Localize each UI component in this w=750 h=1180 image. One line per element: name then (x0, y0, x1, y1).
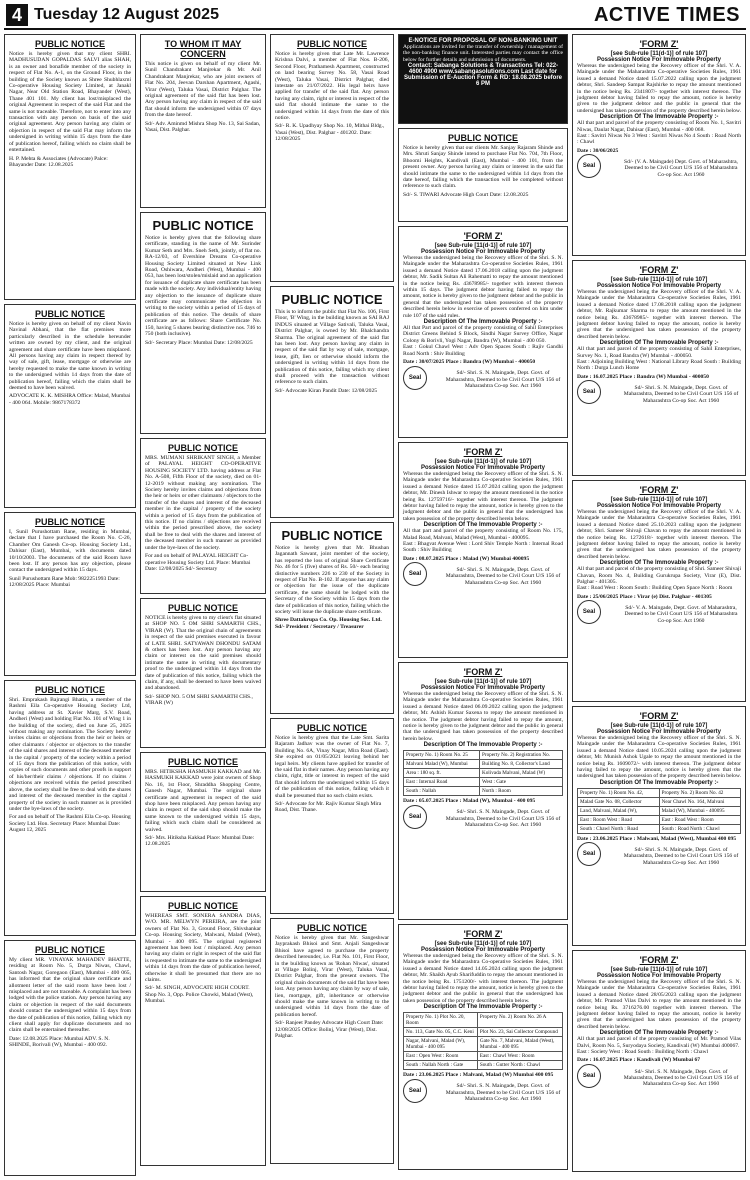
table-cell: South : Nallah North : Gate (404, 1061, 478, 1070)
officer-signature: Sd/- Shri. S. N. Maingade, Dept. Govt. of Maharashtra, Deemed to be Civil Court U/S 156 of Maharashtra Co-op Soc. Act 1960 (623, 1068, 739, 1088)
form-subtitle: Possession Notice For Immovable Property (420, 685, 546, 691)
table-row (404, 760, 563, 769)
seal-stamp: Seal (403, 562, 427, 586)
form-body: Whereas the undersigned being the Recovery officer of the Shri. S. N. Maingade under the Maharashtra Co-operative Societies Rules, 1961 issued a demand Notice dated 28/05/2023 calling upon the judgment debtor, Mr. Pramod Vilas Dalvi to repay the amount mentioned in the notice being Rs. 3716276.00 together with interest thereon. The judgment debtor having failed to repay the amount, notice is hereby given that the undersigned has taken possession of the property described herein below. (577, 979, 741, 1030)
table-cell: Nagar, Malvani, Malad (W), Mumbai - 400 095 (404, 1037, 478, 1052)
form-title: 'FORM Z' (639, 485, 679, 495)
officer-signature: Sd/- Shri. S. N. Maingade, Dept. Govt. of Maharashtra, Deemed to be Civil Court U/S 156 of Maharashtra Co-op Soc. Act 1960 (445, 370, 561, 390)
table-cell: East : Internal Road (404, 778, 480, 787)
notice-box (270, 522, 394, 714)
form-subrule: [see Sub-rule [11(d-1)] of rule 107] (434, 679, 532, 685)
newspaper-title: ACTIVE TIMES (593, 4, 740, 26)
form-date-place: Date : 16.07.2025 Place : Bandra (W) Mumbai - 400050 (577, 373, 709, 380)
column-1 (4, 34, 136, 1180)
ad-heading: E-NOTICE FOR PROPOSAL OF NON-BANKING UNIT (408, 38, 558, 44)
table-cell: Kolivada Malvani, Malad (W) (479, 769, 562, 778)
notice-body: I, Sunil Purushottam Rane, residing in Mumbai, declare that I have purchased the Room No. C-26, Chamber Om Ganesh Co-op. Housing Society Ltd., Dahisar (East), Mumbai, with documents dated 10/10/2003. The documents of the said Room have been lost. If any person has any objection, please contact the undersigned within 15 days. (9, 529, 131, 574)
notice-signature: ADVOCATE K. K. MISHRA Office: Malad, Mumbai - 400 064. Mobile: 9867178372 (9, 393, 131, 406)
description-title: Description Of The Immovable Property :- (423, 1004, 543, 1011)
form-date-place: Date : 05.07.2025 Place : Malad (W), Mumbai - 400 095 (403, 798, 536, 805)
form-subtitle: Possession Notice For Immovable Property (596, 973, 722, 979)
description-title: Description Of The Immovable Property :- (423, 522, 543, 529)
notice-signature: Sd/- Ranjeet Pandey Advocate High Court Date: 12/08/2025 Office: Bolinj, Virar (West), Dist. Palghar. (275, 1020, 384, 1040)
notice-signature: Date: 12.08.2025 Place: Mumbai ADV. S. N. SHINDE, Borivali (W), Mumbai - 400 092. (9, 1035, 110, 1049)
notice-title: PUBLIC NOTICE (34, 685, 105, 695)
table-cell: Building No. 8, Collector's Land (479, 760, 562, 769)
notice-box (140, 34, 266, 208)
notice-box (4, 512, 136, 676)
notice-title: PUBLIC NOTICE (281, 292, 383, 307)
seal-stamp: Seal (577, 1064, 601, 1088)
officer-signature: Sd/- Shri. S. N. Maingade, Dept. Govt. of Maharashtra, Deemed to be Civil Court U/S 156 of Maharashtra Co-op Soc. Act 1960 (623, 385, 739, 404)
notice-title: PUBLIC NOTICE (447, 133, 518, 143)
notice-signature: Sd/- Advocate Kiran Pandit Date: 12/08/2025 (275, 387, 378, 394)
form-subrule: [see Sub-rule [11(d-1)] of rule 107] (434, 459, 532, 465)
table-row (578, 806, 741, 815)
table-cell: Land, Malvani, Malad (W), (578, 806, 660, 815)
form-title: 'FORM Z' (463, 231, 503, 241)
notice-title: PUBLIC NOTICE (296, 923, 367, 933)
notice-body: Notice is hereby given that Mr. Sangeshwar Jayprakash Bhisoi and Smt. Anjali Sangeshwar Bhisoi have agreed to purchase the property described hereunder, i.e. Flat No. 101, First Floor, in the building known as 'Rohan Niwas', situated at Village Bolinj, Virar (West), Taluka Vasai, District Palghar, from the present owners. The original chain documents of the said flat have been lost. Any person having any claim by way of sale, lien, mortgage, gift, inheritance or otherwise should make the same known in writing to the undersigned within 14 days from the date of publication hereof. (275, 935, 390, 1018)
notice-signature: Sd/- Mrs. Hitiksha Kakkad Place: Mumbai Date: 12.08.2025 (145, 835, 255, 848)
table-cell: West : Gate (479, 778, 562, 787)
form-body: Whereas the undersigned being the Recovery officer of the Shri. V. A. Maingade under the Maharashtra Co-operative Societies Rules, 1961 issued a demand Notice dated 15.07.2022 calling upon the judgment debtor, Shri. Sandeep Sampat Rajshirke to repay the amount mentioned in the notice being Rs. 2341807/- together with interest thereon. The judgment debtor having failed to repay the amount, notice is hereby given to the judgment debtor and the public in general that the undersigned has taken possession of the property described herein below. (577, 63, 741, 114)
table-cell: Property No. 2) Registration No. (479, 751, 562, 760)
notice-title: PUBLIC NOTICE (152, 218, 254, 233)
notice-box (270, 286, 394, 518)
table-cell: South : Nallah (404, 787, 480, 796)
notice-body: Notice is hereby given that our clients Mr. Sanjay Rajaram Shinde and Mrs. Shruti Sanjay Shinde intend to purchase Flat No. 704, 7th Floor, Bhoomi Heights, Kandivali (East), Mumbai - 400 101, from the present owner. Any person having any claim or interest in the said flat should intimate the same to the undersigned within 14 days from the date hereof, failing which the transaction will be completed without reference to such claim. (403, 145, 563, 190)
table-row (404, 1037, 563, 1052)
officer-signature: Sd/- Shri. S. N. Maingade, Dept. Govt. of Maharashtra, Deemed to be Civil Court U/S 156 of Maharashtra Co-op Soc. Act 1960 (445, 809, 561, 829)
notice-body: WHEREAS SMT. SONERA SANDRA DIAS, W/O. MR. MELWYN PEREIRA, are the joint owners of Flat No. 3, Ground Floor, Shivshankar Co-op. Housing Society, Malwani, Malad (West), Mumbai - 400 095. The original registered agreement has been lost / misplaced. Any person having any claim or right in respect of the said flat is requested to intimate the same to the undersigned within 14 days from the date of publication hereof, otherwise it shall be presumed that there are no claims. (145, 913, 261, 984)
table-cell: Property No. 2) Room No. 42 (659, 788, 740, 797)
table-cell: South : Road North : Chawl (659, 824, 740, 833)
form-subrule: [see Sub-rule [11(d-1)] of rule 107] (610, 51, 708, 57)
description-title: Description Of The Immovable Property :- (599, 340, 719, 347)
form-body: Whereas the undersigned being the Recovery officer of the Shri. S. N. Maingade under the Maharashtra Co-operative Societies Rules, 1961 issued a demand Notice dated 06.09.2022 calling upon the judgment debtor, Mr. Ashish Kumar Saxena to repay the amount mentioned in the notice. The judgment debtor having failed to repay the amount, notice is hereby given to the judgment debtor and the public in general that the undersigned has taken possession of the property described herein below. (403, 691, 563, 742)
table-cell: Gate No. 7, Malvani, Malad (West), Mumbai - 400 095 (477, 1037, 562, 1052)
notice-body: Shri. Emprakash Bajrangi Bhatia, a member of the Rashmi Eila Co-operative Housing Society Ltd, having address at St. Xavier Marg, S.V. Road, Andheri (West) and holding Flat No. 101 of Wing 1 in the building of the society, died on June 25, 2025 without making any nomination. The Society hereby invites claims or objections from the heir or heirs or other claimants / objector or objectors to the transfer of the said shares and interest of the deceased member in the capital / property of the society within a period of 15 days from the publication of this notice, with copies of such documents and other proofs in support of his/her/their claims / objections. If no claims / objections are received within the period prescribed above, the society shall be free to deal with the shares and interest of the deceased member in the capital / property of the society in such manner as is provided under the bye-laws of the society. (9, 697, 131, 812)
table-row (404, 1028, 563, 1037)
notice-body: This is to inform the public that Flat No. 106, First Floor, 'B' Wing, in the building known as SAI RAJ INDUS situated at Village Sativali, Taluka Vasai, District Palghar, is owned by Mr. Bhalchandra Sharma. The original agreement of the said flat has been lost. Any person having any claim in respect of the said flat by way of sale, mortgage, lease, gift, lien or otherwise should inform the undersigned in writing within 14 days from the publication of this notice, failing which my client shall proceed with the transaction without reference to such claim. (275, 309, 389, 386)
description-title: Description Of The Immovable Property :- (599, 114, 719, 121)
issue-date: Tuesday 12 August 2025 (34, 6, 219, 23)
notice-body: Notice is hereby given that my client SHRI. MADHUSUDAN GOPALDAS SALVI alias SHAH, is an owner and bonafide member of the society in respect of Flat No. A-1, on the Ground Floor, in the building of the Society known as Shree Shubhlaxmi Co-operative Housing Society Limited, at Janakl Nagar, Near Old Station Road, Bhayander (West), Thane 401 101. My client has lost/misplaced the original Agreement in respect of the said Flat and the same is not traceable. Therefore, not to enter into any transaction with any person on basis of the said original agreement. Any person having any claim or objection in respect of the said Flat may inform the undersigned in writing within 15 days from the date of publication hereof, failing which no claim shall be entertained. (9, 51, 131, 154)
seal-stamp: Seal (577, 842, 601, 866)
form-subtitle: Possession Notice For Immovable Property (596, 57, 722, 63)
property-table (577, 788, 741, 834)
form-body: Whereas the undersigned being the Recovery officer of the Shri. S. N. Maingade under the Maharashtra Co-operative Societies Rules, 1961 issued a demand Notice dated 17.06.2018 calling upon the judgment debtor, Mr. Sadik Sultan Ali Rahematti to repay the amount mentioned in the notice being Rs. 43678985/- together with interest thereon within 15 days. The judgment debtor having failed to repay the amount, notice is hereby given to the judgment debtor and the public in general that the undersigned has taken possession of the property described herein below in exercise of powers conferred on him under rule 107 of the said rules. (403, 255, 563, 319)
form-z-notice (398, 662, 568, 920)
officer-signature: Sd/- Shri. S. N. Maingade, Dept. Govt. of Maharashtra, Deemed to be Civil Court U/S 156 of Maharashtra Co-op Soc. Act 1960 (445, 1083, 561, 1103)
table-row (404, 769, 563, 778)
notice-signature: Shree Dattakrupa Co. Op. Housing Soc. Ltd. Sd/- President / Secretary / Treasurer (275, 617, 382, 630)
notice-body: Notice is hereby given on behalf of my client Navin Navinal Abhani, that the flat premises more particularly described in the schedule hereunder written are owned by my client, and the original agreement and share certificate have been misplaced. All persons having any claim in respect thereof by way of sale, gift, lease, mortgage or otherwise are hereby requested to make the same known in writing to the undersigned within 14 days from the date of publication hereof, failing which the claim shall be deemed to have been waived. (9, 321, 131, 392)
form-body: Whereas the undersigned being the Recovery officer of the Shri. V. A. Maingade under the Maharashtra Co-operative Societies Rules, 1961 issued a demand Notice dated 25.10.2023 calling upon the judgment debtor, Shri. Sameer Shivaji Chavan to repay the amount mentioned in the notice being Rs. 1272618/- together with interest thereon. The judgment debtor having failed to repay the amount, notice is hereby given that the undersigned has taken possession of the property described herein below. (577, 509, 741, 560)
officer-signature: Sd/- Shri. S. N. Maingade, Dept. Govt. of Maharashtra, Deemed to be Civil Court U/S 156 of Maharashtra Co-op Soc. Act 1960 (445, 567, 561, 586)
notice-box (140, 212, 266, 434)
page-header (4, 2, 746, 30)
seal-stamp: Seal (577, 600, 601, 624)
notice-box (270, 918, 394, 1164)
column-4 (398, 34, 568, 1174)
form-date-place: Date : 25/06/2025 Place : Virar (e) Dist. Palghar - 401305 (577, 593, 712, 600)
form-subtitle: Possession Notice For Immovable Property (420, 249, 546, 255)
form-z-notice (572, 706, 746, 946)
form-title: 'FORM Z' (463, 667, 503, 677)
property-boundaries: East : Road West : Room South : Building Open Space North : Room (577, 585, 733, 592)
description-title: Description Of The Immovable Property :- (423, 742, 543, 749)
table-cell: Area : 180 sq. ft. (404, 769, 480, 778)
form-subtitle: Possession Notice For Immovable Property (420, 947, 546, 953)
notice-body: Notice is hereby given that Mr. Bhushan Jagannath Sawant, joint member of the society, has reported the loss of original Share Certificate No. 46 for 5 (five) shares of Rs. 50/- each bearing distinctive numbers 226 to 230 of the Society in respect of Flat No. B-102. If anyone has any claim or objection for the issue of the duplicate certificate, the same should be lodged with the Secretary of the Society within 15 days from the date of publication of this notice, failing which the society will issue the duplicate share certificate. (275, 545, 389, 616)
table-cell: Property No. 2) Room No. 26 A (477, 1013, 562, 1028)
form-z-notice (398, 442, 568, 658)
form-title: 'FORM Z' (639, 265, 679, 275)
notice-title: PUBLIC NOTICE (167, 443, 238, 453)
table-cell: Property No. 1) Room No. 42, (578, 788, 660, 797)
notice-box (270, 718, 394, 914)
form-subtitle: Possession Notice For Immovable Property (596, 283, 722, 289)
description-title: Description Of The Immovable Property :- (423, 319, 543, 326)
form-z-notice (572, 34, 746, 256)
officer-signature: Sd/- V. A. Maingade, Dept. Govt. of Maharashtra, Deemed to be Civil Court U/S 156 of Maharashtra Co-op Soc. Act 1960 (624, 605, 738, 624)
form-date-place: Date : 08.07.2025 Place : Malad (W) Mumbai 400095 (403, 555, 530, 562)
notice-body: Notice is hereby given that Late Mr. Lawrence Krishna Dalvi, a member of Flat Nos. B-206, Second Floor, Prathamesh Apartment, constructed on land bearing Survey No. 58, Vasai Road (West), Taluka Vasai, District Palghar, died intestate on 21/07/2022. His legal heirs have applied for transfer of the said flat. Any person having any claim, right or interest in respect of the said flat should intimate the same to the undersigned within 14 days from the date of this notice. (275, 51, 389, 122)
notice-body: NOTICE is hereby given to my client's flat situated at SHOP NO. 5 OM SHRI SAMARTH CHS., VIRAR (W). That the original chain of agreements in respect of the said premises executed in favour of LATE SHRI. SATYAWAN DHONDU SATAM & others has been lost. Any person having any claim or interest on the said premises should intimate the same in writing with documentary proof to the undersigned within 14 days from the date of publication of this notice, failing which the claim, if any, shall be deemed to have been waived and abandoned. (145, 615, 261, 692)
notice-signature: Sunil Purushottam Rane Mob: 9822251993 Date: 12/08/2025 Place: Mumbai (9, 575, 120, 589)
form-z-notice (572, 480, 746, 702)
notice-body: My client MR. VINAYAK MAHADEV BHATTE, residing at Room No. 5, Durga Niwas, Chawl, Santosh Nagar, Goregaon (East), Mumbai - 400 065, has informed that the original share certificate and allotment letter of the said room have been lost / misplaced and are not traceable. A complaint has been lodged with the police station. Any person having any claim or objection in respect of the said documents should contact the undersigned within 15 days from the date of publication of this notice, failing which my client shall apply for duplicate documents and no claim shall be entertained thereafter. (9, 957, 131, 1034)
property-boundaries: East : Savitri Niwas No 3 West : Savitri Niwas No 4 South : Road North : Chawl (577, 133, 741, 146)
form-subrule: [see Sub-rule [11(d-1)] of rule 107] (434, 941, 532, 947)
table-row (578, 797, 741, 806)
notice-signature: Sd/- S. TIWARI Advocate High Court Date: 12.08.2025 (403, 191, 529, 198)
notice-box (4, 680, 136, 936)
notice-signature: Sd/- Advocate for Mr. Rajiv Kumar Singh Mira Road, Dist. Thane. (275, 801, 382, 814)
table-cell: East : Chawl West : Room (477, 1052, 562, 1061)
seal-stamp: Seal (403, 366, 427, 390)
table-cell: Near Chawl No. 164, Malvani (659, 797, 740, 806)
property-description: All that part and parcel of the property consisting of Shri. Sameer Shivaji Chavan, Room No. 4, Building Gurukrupa Society, Virar (E), Dist. Palghar - 401305. (577, 566, 741, 586)
table-cell: East : Road West : Room (659, 815, 740, 824)
notice-title: PUBLIC NOTICE (281, 528, 383, 543)
table-cell: Malvani Malad (W), Mumbai (404, 760, 480, 769)
notice-title: PUBLIC NOTICE (296, 39, 367, 49)
property-description: All that part and parcel of the property consisting of Mr. Pramod Vilas Dalvi, Room No. 5, Suryodaya Society, Kandivali (W) Mumbai 400067. (577, 1036, 741, 1049)
form-subrule: [see Sub-rule [11(d-1)] of rule 107] (434, 243, 532, 249)
seal-stamp: Seal (577, 154, 601, 178)
column-2 (140, 34, 266, 1170)
form-title: 'FORM Z' (463, 929, 503, 939)
table-row (578, 824, 741, 833)
notice-box (398, 128, 568, 222)
notice-title: PUBLIC NOTICE (167, 757, 238, 767)
notice-body: This notice is given on behalf of my client Mr. Sunil Chandrakant Manjrekar & Mr. Anil Chandrakant Manjrekar, who are joint owners of Flat No. 204, Jeevan Darshan Apartment, Agashi, Virar (West), Taluka Vasai, District Palghar. The original agreement of the said flat has been lost. Any person having any claim in respect of the said flat should inform the undersigned within 07 days from the date hereof. (145, 61, 261, 119)
form-date-place: Date : 30/06/2025 (577, 147, 619, 154)
notice-signature: Sd/- M. SINGH, ADVOCATE HIGH COURT. Shop No. 3, Opp. Police Chowki, Malad (West), Mumbai. (145, 985, 254, 1005)
form-subtitle: Possession Notice For Immovable Property (596, 729, 722, 735)
form-body: Whereas the undersigned being the Recovery officer of the Shri. S. N. Maingade under the Maharashtra Co-operative Societies Rules, 1961 issued a demand Notice dated 15.07.2024 calling upon the judgment debtor, Mr. Dinesh Ishwar to repay the amount mentioned in the notice being Rs. 12759716/- together with interest thereon. The judgment debtor having failed to repay the amount, notice is hereby given to the judgment debtor and the public in general that the undersigned has taken possession of the property described herein below. (403, 471, 563, 522)
table-cell: Plot No. 23, Sai Collector Compound (477, 1028, 562, 1037)
officer-signature: Sd/- (V. A. Maingade) Dept. Govt. of Maharashtra, Deemed to be Civil Court U/S 156 of Maharashtra Co-op Soc. Act 1960 (624, 159, 738, 178)
notice-signature: H. P. Mehta & Associates (Advocate) Palce: Bhayander Date: 12.08.2025 (9, 155, 108, 168)
notice-signature: Sd/- R. K. Upadhyay Shop No. 10, Mithai Bldg., Vasai (West), Dist. Palghar - 401202. Date: 12/08/2025 (275, 123, 385, 143)
form-subtitle: Possession Notice For Immovable Property (420, 465, 546, 471)
officer-signature: Sd/- Shri. S. N. Maingade, Dept. Govt. of Maharashtra, Deemed to be Civil Court U/S 156 of Maharashtra Co-op Soc. Act 1960 (623, 847, 739, 866)
form-title: 'FORM Z' (639, 955, 679, 965)
notice-title: PUBLIC NOTICE (34, 945, 105, 955)
form-subrule: [see Sub-rule [11(d-1)] of rule 107] (610, 723, 708, 729)
ad-body: Applications are invited for the transfer of ownership / management of the non-banking finance unit. Interested parties may contact the office below for further details and submission of documents. (403, 44, 563, 63)
form-body: Whereas the undersigned being the Recovery officer of the Shri. S. N. Maingade under the Maharashtra Co-operative Societies Rules, 1961 issued a demand Notice dated 10.05.2024 calling upon the judgment debtor, Mr. Munish Ashok Ugale to repay the amount mentioned in the notice being Rs. 1609072/- with interest thereon. The judgment debtor having failed to repay the amount, notice is hereby given that the undersigned has taken possession of the property described herein below. (577, 735, 741, 780)
table-cell: North : Room (479, 787, 562, 796)
seal-stamp: Seal (403, 805, 427, 829)
form-body: Whereas the undersigned being the Recovery officer of the Shri. S. N. Maingade under the Maharashtra Co-operative Societies Rules, 1961 issued a demand Notice dated 14.05.2024 calling upon the judgment debtor, Mr. Shaikh Ayub Sharifuddin to repay the amount mentioned in the notice being Rs. 1751200/- with interest thereon. The judgment debtor having failed to repay the amount, notice is hereby given to the judgment debtor and the public in general that the undersigned has taken possession of the property described herein below. (403, 953, 563, 1004)
notice-title: PUBLIC NOTICE (296, 723, 367, 733)
page-number: 4 (6, 4, 28, 26)
description-title: Description Of The Immovable Property :- (599, 779, 719, 786)
notice-title: PUBLIC NOTICE (167, 901, 238, 911)
notice-signature: For and on behalf of PALAYAL HEIGHT Co-operative Housing Society Ltd. Place: Mumbai Date: 12/08/2025 Sd/- Secretary (145, 553, 251, 572)
property-boundaries: East : Adjoining Building West : National Library Road South : Building North : Durga Lunch Home (577, 359, 741, 372)
column-3 (270, 34, 394, 1168)
form-subrule: [see Sub-rule [11(d-1)] of rule 107] (610, 967, 708, 973)
notice-box (140, 896, 266, 1166)
table-cell: No. 113, Gate No. 05, C.C. Keni (404, 1028, 478, 1037)
notice-body: Notice is hereby given that the following share certificate, standing in the name of Mr. Surinder Kumar Seth and Mrs. Sneh Seth, jointly, of flat no. RA-12/03, of Evershine Dreams Co-operative Housing Society Limited situated at New Link Road, Oshiwara, Andheri (West), Mumbai - 400 053, has been lost/stolen/mislaid and an application for issuance of duplicate share certificate has been made with the society. Any individual/entity having any objection to the issuance of duplicate share certificate may communicate the objection in writing to the society within a period of 15 days of publication of this notice. The details of share certificate are as follows: Share Certificate No. 150, having 5 shares bearing distinctive nos. 746 to 750 (both inclusive). (145, 235, 261, 338)
table-cell: South : Gutter North : Chawl (477, 1061, 562, 1070)
table-cell: East : Room West : Road (578, 815, 660, 824)
notice-title: PUBLIC NOTICE (34, 517, 105, 527)
description-title: Description Of The Immovable Property :- (599, 1030, 719, 1037)
notice-box (140, 598, 266, 748)
property-description: All that Part and parcel of the property consisting of Sahil Enterprises District Greens Behind S Block, Sindhi Nagar Survey Office, Nagar Colony & Borivli, Yogi Nagar, Bandra (W), Mumbai - 400 050. (403, 325, 563, 344)
table-row (404, 1052, 563, 1061)
form-z-notice (572, 950, 746, 1172)
form-title: 'FORM Z' (639, 711, 679, 721)
property-description: All that part and parcel of the property consisting of Room No. 1, Savitri Niwas, Daulat Nagar, Dahisar (East), Mumbai - 400 068. (577, 120, 741, 133)
notice-box (4, 304, 136, 508)
notice-signature: Sd/- Adv. Aminmd Mishra Shop No. 13, Sai Sadan, Vasai, Dist. Palghar. (145, 120, 261, 134)
form-date-place: Date : 23.06.2025 Place : Malvani, Malad (W) Mumbai 400 095 (403, 1072, 554, 1079)
form-date-place: Date : 23.06.2025 Place : Malwani, Malad (West), Mumbai 400 095 (577, 835, 737, 842)
notice-signature: Sd/- SHOP NO. 5 OM SHRI SAMARTH CHS., VIRAR (W) (145, 693, 253, 707)
property-description: All that part and parcel of the property consisting of Room No. 175, Malad Road, Malvani, Malad (West), Mumbai - 400095. (403, 528, 563, 541)
notice-body: MRS. MUMANI SHRIKANT SINGH, a Member of PALAYAL HEIGHT CO-OPERATIVE HOUSING SOCIETY LTD. having address at Flat No. A-508, Fifth Floor of the society, died on 01-12-2019 without making any nomination. The Society hereby invites claims and objections from the heir or heirs or other claimants / objectors to the transfer of the shares and interest of the deceased member in the capital / property of the society within a period of 15 days from the publication of this notice. If no claims / objections are received within the period prescribed above, the society shall be free to deal with the shares and interest of the deceased member in such manner as provided under the bye-laws of the society. (145, 455, 261, 551)
form-subtitle: Possession Notice For Immovable Property (596, 503, 722, 509)
table-row (404, 751, 563, 760)
form-z-notice (398, 226, 568, 438)
notice-box (4, 940, 136, 1176)
seal-stamp: Seal (403, 1079, 427, 1103)
table-row (404, 778, 563, 787)
property-table (403, 1012, 563, 1070)
table-cell: Malad Gate No. 08, Collector (578, 797, 660, 806)
description-title: Description Of The Immovable Property :- (599, 560, 719, 567)
property-table (403, 750, 563, 796)
form-title: 'FORM Z' (463, 447, 503, 457)
form-body: Whereas the undersigned being the Recovery officer of the Shri. V. A. Maingade under the Maharashtra Co-operative Societies Rules, 1961 issued a demand Notice dated 17.08.2018 calling upon the judgment debtor, Mr. Rajkumar Sharma to repay the amount mentioned in the notice being Rs. 43678985/- together with interest thereon. The judgment debtor having failed to repay the amount, notice is hereby given that the undersigned has taken possession of the property described herein below. (577, 289, 741, 340)
notice-title: PUBLIC NOTICE (34, 39, 105, 49)
table-cell: South : Chawl North : Road (578, 824, 660, 833)
form-subrule: [see Sub-rule [11(d-1)] of rule 107] (610, 277, 708, 283)
seal-stamp: Seal (577, 380, 601, 404)
form-title: 'FORM Z' (639, 39, 679, 49)
table-cell: Property No. 1) Room No. 25 (404, 751, 480, 760)
property-boundaries: East : Gokul Chawl West : Adv Open Spaces South : Rajiv Gandhi Road North : Shiv Building (403, 344, 563, 357)
table-row (404, 1013, 563, 1028)
notice-title: TO WHOM IT MAY CONCERN (164, 39, 242, 59)
table-row (578, 815, 741, 824)
notice-signature: Sd/- Secretary Place: Mumbai Date: 12/08/2025 (145, 339, 253, 346)
notice-signature: For and on behalf of The Rashmi Eila Co-op. Housing Society Ltd. Hon. Secretary Place: Mumbai Date: August 12, 2025 (9, 814, 131, 834)
column-5 (572, 34, 746, 1176)
property-boundaries: East : Society West : Road South : Building North : Chawl (577, 1049, 709, 1056)
table-cell: East : Open West : Room (404, 1052, 478, 1061)
notice-box (140, 752, 266, 892)
ad-box (398, 34, 568, 124)
table-cell: Property No. 1) Plot No. 20, Room (404, 1013, 478, 1028)
notice-box (270, 34, 394, 282)
form-z-notice (572, 260, 746, 476)
form-subrule: [see Sub-rule [11(d-1)] of rule 107] (610, 497, 708, 503)
notice-title: PUBLIC NOTICE (167, 603, 238, 613)
notice-body: MRS. HITIKSHA HASMUKH KAKKAD and Mr. HASMUKH KAKKAD were joint owners of Shop No. 16, 1st Floor, Shraddha Shopping Centre, Ganesh Nagar, Mumbai. The original share certificate and agreement in respect of the said shop have been misplaced. Any person having any claim in respect of the said shop should make the same known to the undersigned within 15 days, failing which such claim shall be considered as waived. (145, 769, 261, 833)
form-z-notice (398, 924, 568, 1170)
form-date-place: Date : 30/07/2025 Place : Bandra (W) Mumbai - 400050 (403, 359, 536, 366)
table-row (404, 1061, 563, 1070)
form-date-place: Date : 16.07.2025 Place : Kandivali (W) Mumbai 67 (577, 1057, 701, 1064)
table-row (404, 787, 563, 796)
notice-box (4, 34, 136, 300)
table-cell: Malad (W), Mumbai - 400095 (659, 806, 740, 815)
notice-body: Notice is hereby given that the Late Smt. Sarita Rajaram Jadhav was the owner of Flat No. 7, Building No. 6A, Vinay Nagar, Mira Road (East). She expired on 01/05/2021 leaving behind her legal heirs. My clients have applied for transfer of the said flat in their names. Any person having any claim, right, title or interest in respect of the said flat should inform the undersigned within 15 days of the publication of this notice, failing which it shall be presumed that no such claim exists. (275, 735, 389, 799)
notice-title: PUBLIC NOTICE (34, 309, 105, 319)
ad-contact: Contact: Sabanga Solutions & Transactions Tel: 022-4600 4900 www.sabangasolutions.com Last date for Submission of E-Auction Form & RD: 18.08.2025 before 6 PM (403, 63, 563, 88)
notice-box (140, 438, 266, 594)
table-row (578, 788, 741, 797)
property-boundaries: East : Bhagvat Avenue West : Lord Shiv Temple North : Internal Road South : Shiv Building (403, 541, 563, 554)
property-description: All that part and parcel of the property consisting of Sahil Enterprises, Survey No. 1, Road Bandra (W) Mumbai - 400050. (577, 346, 741, 359)
